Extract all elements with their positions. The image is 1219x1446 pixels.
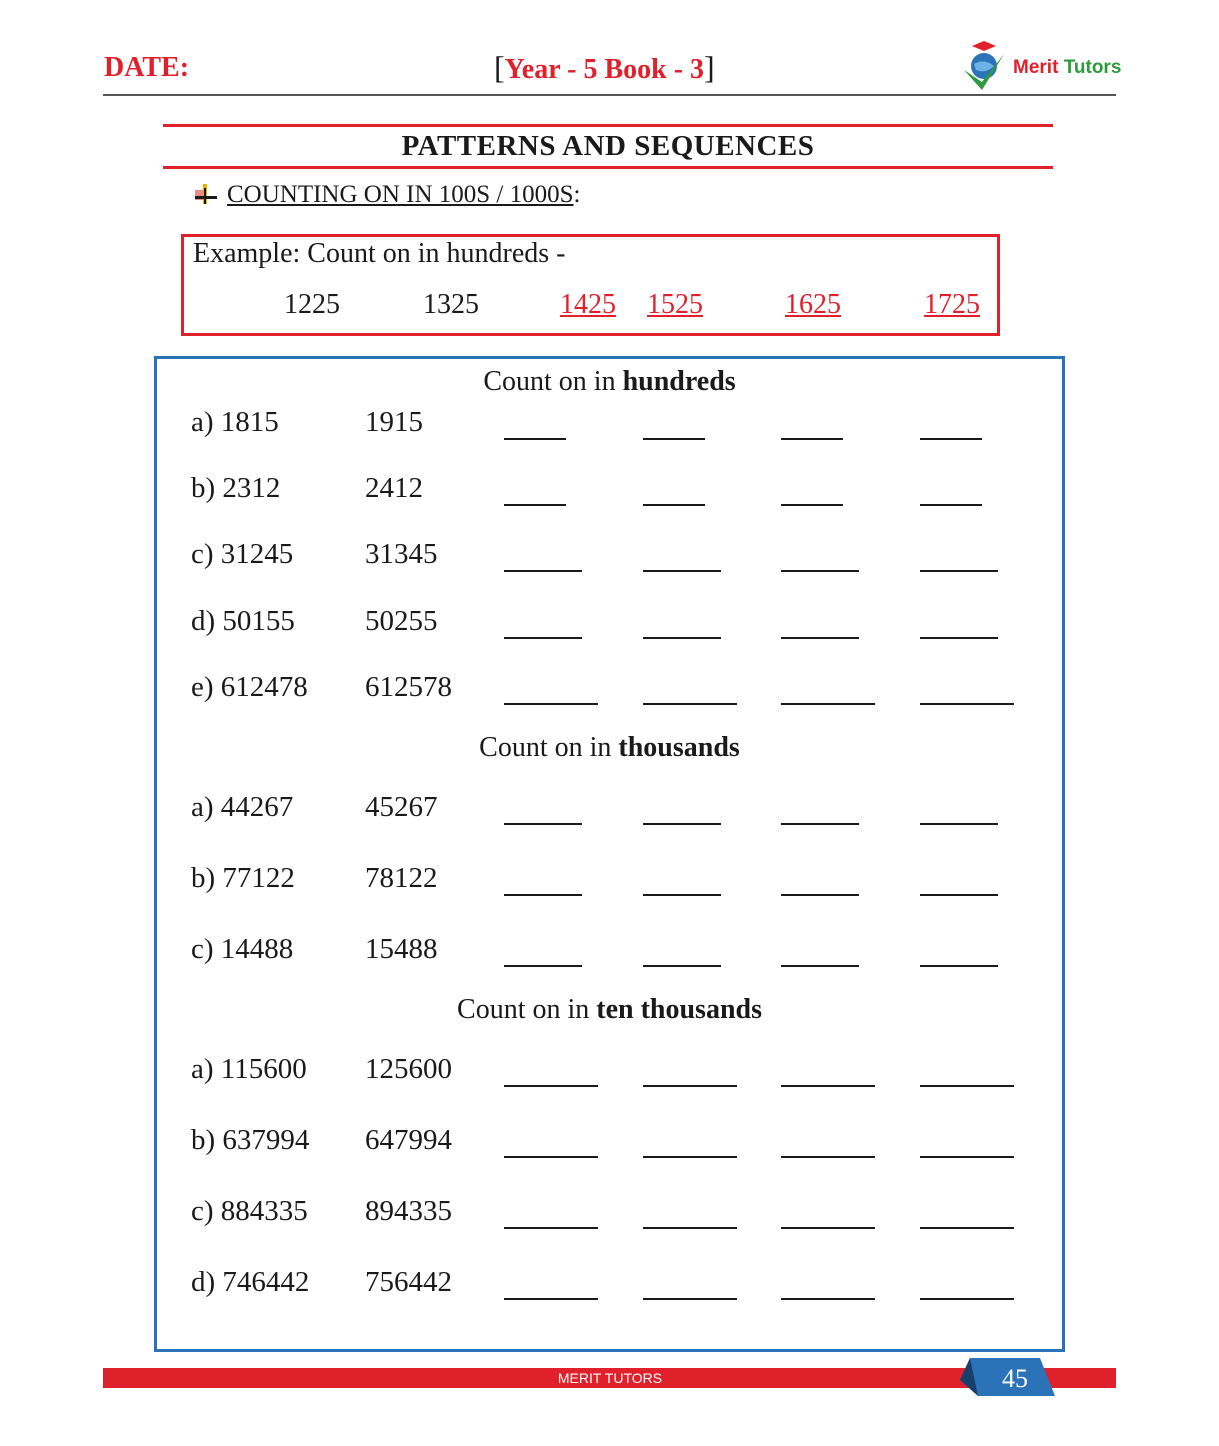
book-label: Year - 5 Book - 3	[504, 54, 705, 85]
title-rule-bottom	[163, 166, 1053, 169]
answer-blank[interactable]	[643, 1085, 737, 1087]
question-second-term: 45267	[365, 791, 438, 823]
answer-blank[interactable]	[504, 637, 582, 639]
section-heading-thousands	[154, 732, 1065, 764]
answer-blank[interactable]	[504, 570, 582, 572]
question-second-term: 612578	[365, 671, 452, 703]
answer-blank[interactable]	[643, 637, 721, 639]
question-label: c) 31245	[191, 538, 294, 570]
section-heading-prefix: Count on in	[457, 994, 597, 1025]
answer-blank[interactable]	[504, 894, 582, 896]
answer-blank[interactable]	[504, 1156, 598, 1158]
question-second-term: 125600	[365, 1053, 452, 1085]
answer-blank[interactable]	[781, 570, 859, 572]
page-number: 45	[1002, 1364, 1028, 1393]
answer-blank[interactable]	[643, 965, 721, 967]
subtitle-colon: :	[573, 181, 581, 208]
section-subtitle	[227, 181, 581, 209]
question-second-term: 31345	[365, 538, 438, 570]
question-second-term: 756442	[365, 1266, 452, 1298]
page-title: PATTERNS AND SEQUENCES	[401, 130, 815, 162]
answer-blank[interactable]	[920, 894, 998, 896]
question-label: b) 637994	[191, 1124, 310, 1156]
answer-blank[interactable]	[643, 894, 721, 896]
question-second-term: 15488	[365, 933, 438, 965]
section-heading-ten-thousands	[154, 994, 1065, 1026]
bracket-close: ]	[704, 49, 715, 85]
title-rule-top	[163, 124, 1053, 127]
question-label: a) 1815	[191, 406, 279, 438]
bracket-open: [	[494, 49, 505, 85]
question-label: d) 50155	[191, 605, 295, 637]
answer-blank[interactable]	[504, 703, 598, 705]
answer-blank[interactable]	[504, 1298, 598, 1300]
answer-blank[interactable]	[643, 438, 705, 440]
question-second-term: 894335	[365, 1195, 452, 1227]
question-second-term: 78122	[365, 862, 438, 894]
question-second-term: 2412	[365, 472, 423, 504]
answer-blank[interactable]	[781, 823, 859, 825]
answer-blank[interactable]	[504, 1085, 598, 1087]
answer-blank[interactable]	[781, 504, 843, 506]
answer-blank[interactable]	[643, 1156, 737, 1158]
answer-blank[interactable]	[781, 965, 859, 967]
answer-blank[interactable]	[643, 504, 705, 506]
section-heading-bold: ten thousands	[596, 994, 762, 1025]
example-answer: 1725	[924, 289, 980, 320]
question-label: c) 884335	[191, 1195, 308, 1227]
answer-blank[interactable]	[920, 823, 998, 825]
section-heading-bold: hundreds	[622, 366, 736, 397]
answer-blank[interactable]	[781, 703, 875, 705]
subtitle-text: COUNTING ON IN 100S / 1000S	[227, 181, 574, 208]
example-number: 1325	[423, 289, 479, 320]
question-label: c) 14488	[191, 933, 294, 965]
section-heading-bold: thousands	[618, 732, 740, 763]
question-second-term: 50255	[365, 605, 438, 637]
question-label: d) 746442	[191, 1266, 310, 1298]
answer-blank[interactable]	[643, 1227, 737, 1229]
answer-blank[interactable]	[504, 1227, 598, 1229]
header-divider	[103, 94, 1116, 96]
logo-text	[1013, 57, 1121, 79]
example-answer: 1625	[785, 289, 841, 320]
logo-text-merit: Merit	[1013, 57, 1059, 78]
question-label: b) 77122	[191, 862, 295, 894]
answer-blank[interactable]	[781, 1085, 875, 1087]
answer-blank[interactable]	[920, 1298, 1014, 1300]
question-label: b) 2312	[191, 472, 281, 504]
answer-blank[interactable]	[781, 637, 859, 639]
answer-blank[interactable]	[781, 1227, 875, 1229]
question-second-term: 1915	[365, 406, 423, 438]
example-number: 1225	[284, 289, 340, 320]
question-label: a) 44267	[191, 791, 294, 823]
answer-blank[interactable]	[781, 894, 859, 896]
answer-blank[interactable]	[643, 1298, 737, 1300]
answer-blank[interactable]	[920, 965, 998, 967]
answer-blank[interactable]	[781, 1298, 875, 1300]
footer-brand: MERIT TUTORS	[557, 1370, 663, 1386]
answer-blank[interactable]	[920, 1227, 1014, 1229]
example-label: Example: Count on in hundreds -	[193, 238, 566, 269]
bullet-cross-icon	[193, 182, 219, 208]
example-answer: 1425	[560, 289, 616, 320]
question-label: e) 612478	[191, 671, 308, 703]
answer-blank[interactable]	[643, 570, 721, 572]
example-answer: 1525	[647, 289, 703, 320]
answer-blank[interactable]	[504, 823, 582, 825]
answer-blank[interactable]	[504, 438, 566, 440]
logo-text-tutors: Tutors	[1063, 57, 1122, 78]
section-heading-prefix: Count on in	[483, 366, 623, 397]
answer-blank[interactable]	[781, 1156, 875, 1158]
answer-blank[interactable]	[643, 703, 737, 705]
graduation-cap-icon	[972, 41, 996, 51]
answer-blank[interactable]	[920, 1085, 1014, 1087]
answer-blank[interactable]	[920, 504, 982, 506]
date-label: DATE:	[104, 52, 190, 83]
answer-blank[interactable]	[504, 504, 566, 506]
question-second-term: 647994	[365, 1124, 452, 1156]
answer-blank[interactable]	[781, 438, 843, 440]
answer-blank[interactable]	[920, 703, 1014, 705]
section-heading-hundreds	[154, 366, 1065, 398]
section-heading-prefix: Count on in	[479, 732, 619, 763]
answer-blank[interactable]	[643, 823, 721, 825]
book-label-group	[494, 49, 715, 86]
answer-blank[interactable]	[920, 637, 998, 639]
question-label: a) 115600	[191, 1053, 307, 1085]
answer-blank[interactable]	[920, 1156, 1014, 1158]
answer-blank[interactable]	[920, 570, 998, 572]
answer-blank[interactable]	[504, 965, 582, 967]
answer-blank[interactable]	[920, 438, 982, 440]
